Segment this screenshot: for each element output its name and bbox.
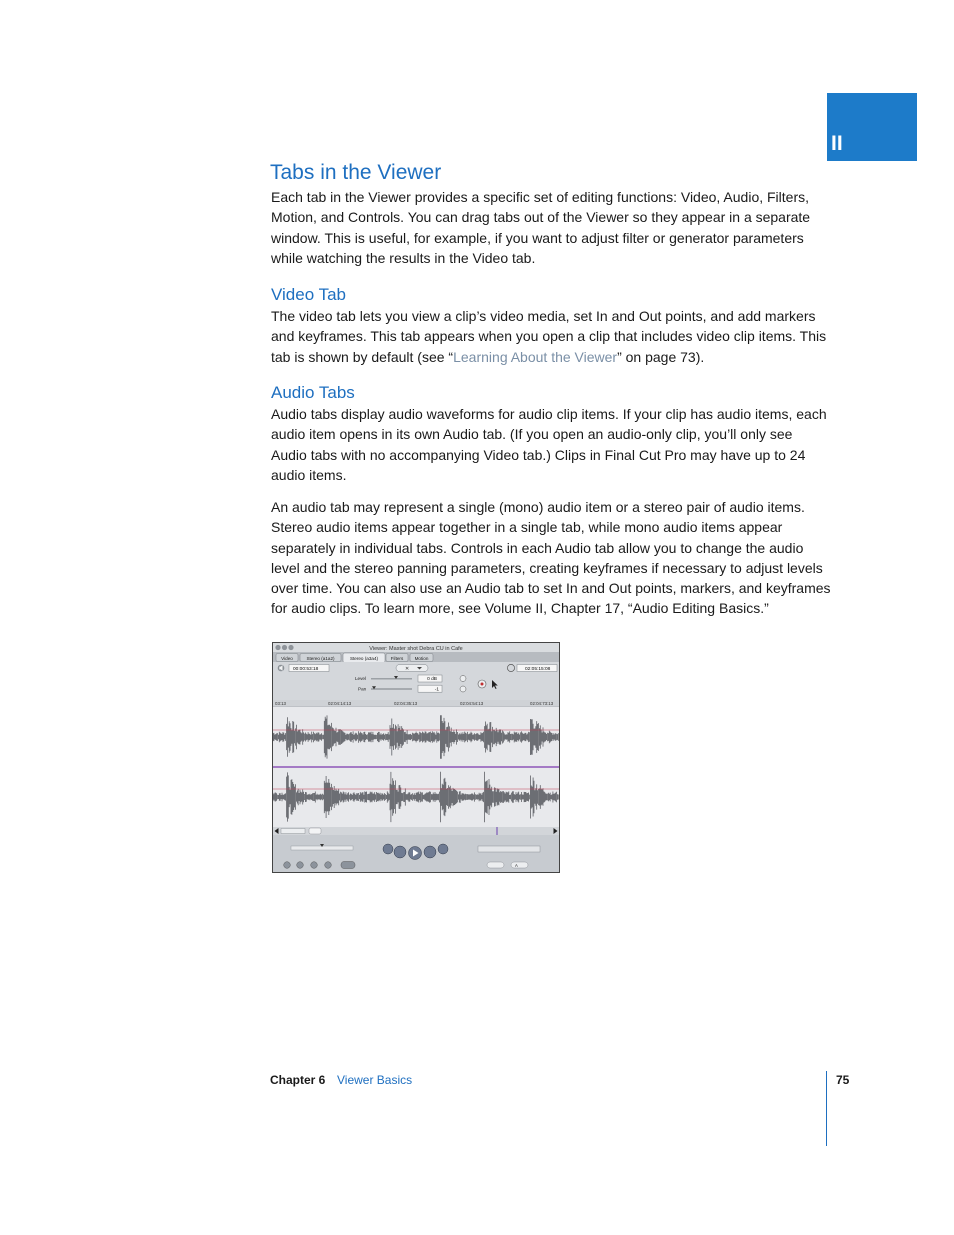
tab-video-label: Video [281, 655, 293, 661]
pan-value: -1 [434, 687, 439, 693]
learning-viewer-link[interactable]: Learning About the Viewer [453, 348, 618, 365]
view-popup[interactable] [396, 665, 428, 672]
generator-popup[interactable] [511, 862, 528, 868]
footer-chapter-title: Viewer Basics [337, 1073, 413, 1087]
footer-divider [826, 1071, 827, 1146]
reset-icon [481, 683, 484, 686]
pan-keyframe-button[interactable] [460, 686, 466, 692]
tab-marker-label: II [831, 132, 843, 155]
match-frame-button[interactable] [284, 862, 291, 869]
viewer-screenshot [272, 642, 560, 873]
close-x-icon: ✕ [405, 665, 410, 672]
current-time-value: 02:05:15:08 [525, 666, 551, 672]
previous-edit-button[interactable] [394, 846, 406, 858]
level-value: 0 dB [427, 677, 437, 683]
level-keyframe-button[interactable] [460, 676, 466, 682]
window-minimize-icon[interactable] [282, 645, 287, 650]
ruler-tick: 02:04:14:13 [328, 701, 352, 707]
mark-in-out-button[interactable] [341, 862, 355, 869]
recent-clips-popup[interactable] [487, 862, 504, 868]
page-number: 75 [836, 1073, 850, 1087]
ruler-tick: 02:04:73:13 [530, 701, 554, 707]
scroll-thumb[interactable] [309, 828, 321, 834]
tab-filters-label: Filters [390, 655, 404, 661]
add-marker-button[interactable] [325, 862, 332, 869]
tab-filters[interactable] [386, 654, 408, 662]
section-title: Tabs in the Viewer [270, 161, 442, 184]
window-zoom-icon[interactable] [288, 645, 293, 650]
ruler-tick: 02:04:54:13 [460, 701, 484, 707]
tab-motion[interactable] [410, 654, 433, 662]
speaker-icon [278, 665, 285, 672]
level-label: Level [355, 676, 366, 682]
tab-stereo-a1a2[interactable] [300, 654, 341, 662]
audio-tabs-heading: Audio Tabs [271, 383, 355, 402]
video-tab-heading: Video Tab [271, 285, 346, 304]
audio-tabs-paragraph-2: An audio tab may represent a single (mono) audio item or a stereo pair of audio items. Stereo audio items appear together in a single tab, while mono audio items appear separately in individual tabs. Controls in each Audio tab allow you to change the audio level and the stereo panning parameters, creating keyframes if necessary to adjust levels over time. You can also use an Audio tab to set In and Out points, markers, and keyframes for audio clips. To learn more, see Volume II, Chapter 17, “Audio Editing Basics.” [271, 499, 831, 617]
ruler-tick: 02:04:35:13 [394, 701, 418, 707]
add-keyframe-button[interactable] [311, 862, 318, 869]
pan-label: Pan [358, 686, 367, 692]
video-tab-paragraph [271, 306, 831, 367]
jog-wheel[interactable] [478, 846, 540, 852]
window-close-icon[interactable] [275, 645, 280, 650]
intro-paragraph: Each tab in the Viewer provides a specific set of editing functions: Video, Audio, Filters, Motion, and Controls. You can drag tabs out of the Viewer so they appear in a separate window. This is useful, for example, if you want to adjust filter or generator parameters while watching the results in the Video tab. [271, 189, 811, 266]
tab-stereo-a1a2-label: Stereo (a1a2) [306, 655, 335, 661]
tab-stereo-a3a4[interactable] [343, 653, 385, 663]
tab-motion-label: Motion [414, 655, 429, 661]
mark-out-button[interactable] [438, 844, 448, 854]
zoom-control[interactable] [281, 829, 305, 834]
window-title: Viewer: Master shot Debra CU in Cafe [369, 645, 463, 652]
duration-value: 00:00:53:18 [293, 666, 319, 672]
tab-video[interactable] [276, 654, 298, 662]
generator-icon: A [515, 862, 518, 868]
footer-chapter: Chapter 6 [270, 1073, 326, 1087]
ruler-tick: 03:13 [275, 701, 286, 707]
video-tab-text: The video tab lets you view a clip’s video media, set In and Out points, and add markers and keyframes. This tab appears when you open a clip that includes video clip items. This tab is shown by default (see “ [271, 308, 827, 365]
mark-in-button[interactable] [383, 844, 393, 854]
tab-stereo-a3a4-label: Stereo (a3a4) [349, 655, 379, 661]
video-tab-text-end: ” on page 73). [617, 348, 705, 365]
next-edit-button[interactable] [424, 846, 436, 858]
chapter-tab-marker [827, 93, 917, 161]
mark-clip-button[interactable] [297, 862, 304, 869]
audio-tabs-paragraph-1: Audio tabs display audio waveforms for audio clip items. If your clip has audio items, each audio item opens in its own Audio tab. (If you open an audio-only clip, you’ll only see Audio tabs with no accompanying Video tab.) Clips in Final Cut Pro may have up to 24 audio items. [271, 406, 827, 483]
